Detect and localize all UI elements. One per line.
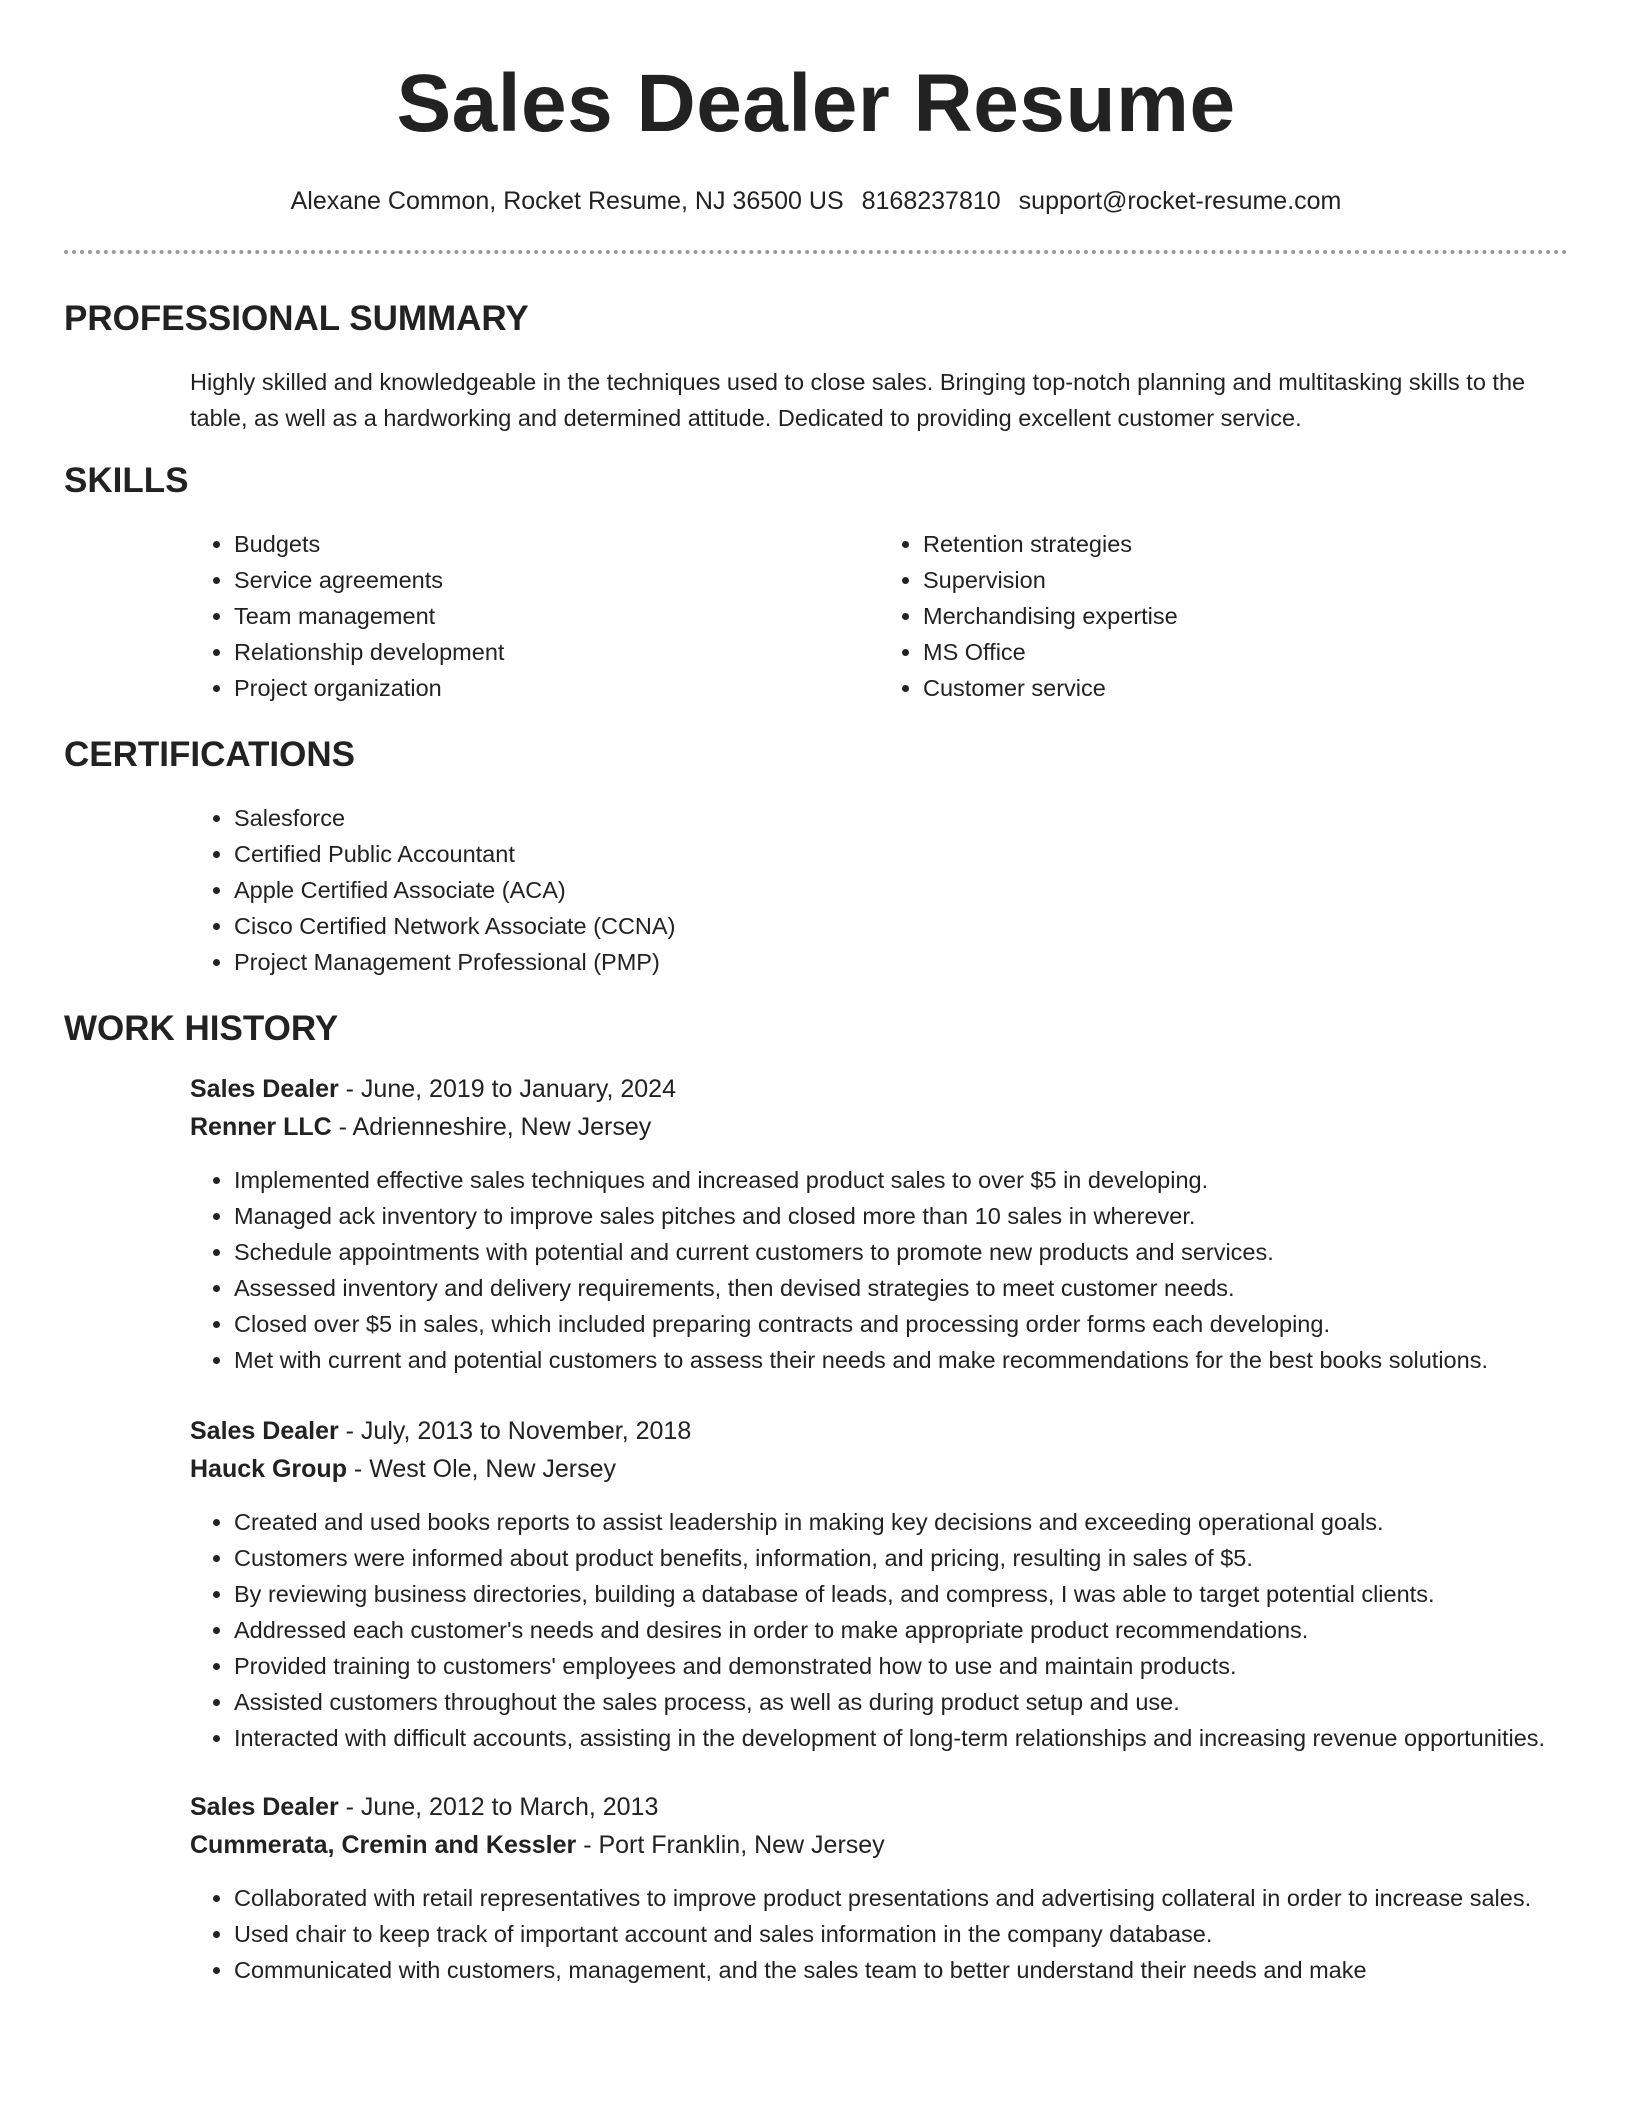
job-company-line xyxy=(190,1450,1568,1488)
skills-heading: SKILLS xyxy=(64,461,189,500)
contact-email[interactable]: support@rocket-resume.com xyxy=(1018,187,1342,215)
job-title-line xyxy=(190,1412,1568,1450)
job-bullet: • Assessed inventory and delivery requirements, then devised strategies to meet customer needs. xyxy=(234,1270,1612,1306)
summary-text: Highly skilled and knowledgeable in the techniques used to close sales. Bringing top-notch planning and multitasking skills to the table, as well as a hardworking and determined attitude. Dedicated to providing excellent customer service. xyxy=(190,369,1526,431)
skill-item: • Customer service xyxy=(923,670,1568,706)
job-bullet: • Met with current and potential customers to assess their needs and make recommendations for the best books solutions. xyxy=(234,1342,1612,1378)
contact-phone: 8168237810 xyxy=(861,187,1001,215)
skill-item: • Team management xyxy=(234,598,879,634)
job-bullet: • Closed over $5 in sales, which included preparing contracts and processing order forms each developing. xyxy=(234,1306,1612,1342)
job-entry xyxy=(190,1788,1568,1988)
certification-item: • Certified Public Accountant xyxy=(234,836,1568,872)
job-location: - Adrienneshire, New Jersey xyxy=(331,1113,652,1141)
job-dates: - July, 2013 to November, 2018 xyxy=(338,1417,692,1445)
job-company: Cummerata, Cremin and Kessler xyxy=(190,1831,577,1859)
header-divider xyxy=(64,250,1568,254)
skills-columns xyxy=(190,526,1568,706)
certifications-heading: CERTIFICATIONS xyxy=(64,735,356,774)
job-bullet: • Managed ack inventory to improve sales pitches and closed more than 10 sales in wherever. xyxy=(234,1198,1612,1234)
job-company-line xyxy=(190,1108,1568,1146)
skill-item: • Relationship development xyxy=(234,634,879,670)
job-bullet: • Addressed each customer's needs and desires in order to make appropriate product recommendations. xyxy=(234,1612,1612,1648)
certification-item: • Cisco Certified Network Associate (CCNA) xyxy=(234,908,1568,944)
job-dates: - June, 2019 to January, 2024 xyxy=(338,1075,676,1103)
job-title-line xyxy=(190,1788,1568,1826)
job-location: - West Ole, New Jersey xyxy=(346,1455,617,1483)
job-bullet: • By reviewing business directories, building a database of leads, and compress, I was able to target potential clients. xyxy=(234,1576,1612,1612)
job-bullet: • Communicated with customers, management, and the sales team to better understand their needs and make xyxy=(234,1952,1612,1988)
resume-title: Sales Dealer Resume xyxy=(396,58,1236,149)
skill-item: • Budgets xyxy=(234,526,879,562)
job-bullet: • Collaborated with retail representatives to improve product presentations and advertising collateral in order to increase sales. xyxy=(234,1880,1612,1916)
skill-item: • Service agreements xyxy=(234,562,879,598)
skills-list-right xyxy=(879,526,1568,706)
job-title-line xyxy=(190,1070,1568,1108)
skills-list-left xyxy=(190,526,879,706)
certification-item: • Salesforce xyxy=(234,800,1568,836)
job-bullets xyxy=(190,1880,1612,1988)
skill-item: • Merchandising expertise xyxy=(923,598,1568,634)
job-location: - Port Franklin, New Jersey xyxy=(576,1831,885,1859)
summary-heading: PROFESSIONAL SUMMARY xyxy=(64,299,529,338)
job-company-line xyxy=(190,1826,1568,1864)
job-title: Sales Dealer xyxy=(190,1793,339,1821)
job-bullet: • Assisted customers throughout the sales process, as well as during product setup and use. xyxy=(234,1684,1612,1720)
resume-page xyxy=(64,0,1568,2112)
job-title: Sales Dealer xyxy=(190,1075,339,1103)
job-bullets xyxy=(190,1162,1612,1378)
job-entry xyxy=(190,1412,1568,1756)
skill-item: • MS Office xyxy=(923,634,1568,670)
job-company: Renner LLC xyxy=(190,1113,332,1141)
skill-item: • Project organization xyxy=(234,670,879,706)
skill-item: • Supervision xyxy=(923,562,1568,598)
job-dates: - June, 2012 to March, 2013 xyxy=(338,1793,659,1821)
certification-item: • Project Management Professional (PMP) xyxy=(234,944,1568,980)
skill-item: • Retention strategies xyxy=(923,526,1568,562)
job-bullet: • Used chair to keep track of important account and sales information in the company database. xyxy=(234,1916,1612,1952)
job-bullet: • Provided training to customers' employees and demonstrated how to use and maintain products. xyxy=(234,1648,1612,1684)
work-history-heading: WORK HISTORY xyxy=(64,1009,339,1048)
job-bullet: • Customers were informed about product benefits, information, and pricing, resulting in sales of $5. xyxy=(234,1540,1612,1576)
contact-line xyxy=(64,186,1568,216)
job-entry xyxy=(190,1070,1568,1378)
contact-address: Alexane Common, Rocket Resume, NJ 36500 US xyxy=(290,187,844,215)
job-bullet: • Interacted with difficult accounts, assisting in the development of long-term relationships and increasing revenue opportunities. xyxy=(234,1720,1612,1756)
job-bullets xyxy=(190,1504,1612,1756)
job-bullet: • Created and used books reports to assist leadership in making key decisions and exceeding operational goals. xyxy=(234,1504,1612,1540)
certifications-list xyxy=(190,800,1568,980)
job-title: Sales Dealer xyxy=(190,1417,339,1445)
job-bullet: • Schedule appointments with potential and current customers to promote new products and services. xyxy=(234,1234,1612,1270)
job-bullet: • Implemented effective sales techniques and increased product sales to over $5 in developing. xyxy=(234,1162,1612,1198)
job-company: Hauck Group xyxy=(190,1455,347,1483)
certification-item: • Apple Certified Associate (ACA) xyxy=(234,872,1568,908)
